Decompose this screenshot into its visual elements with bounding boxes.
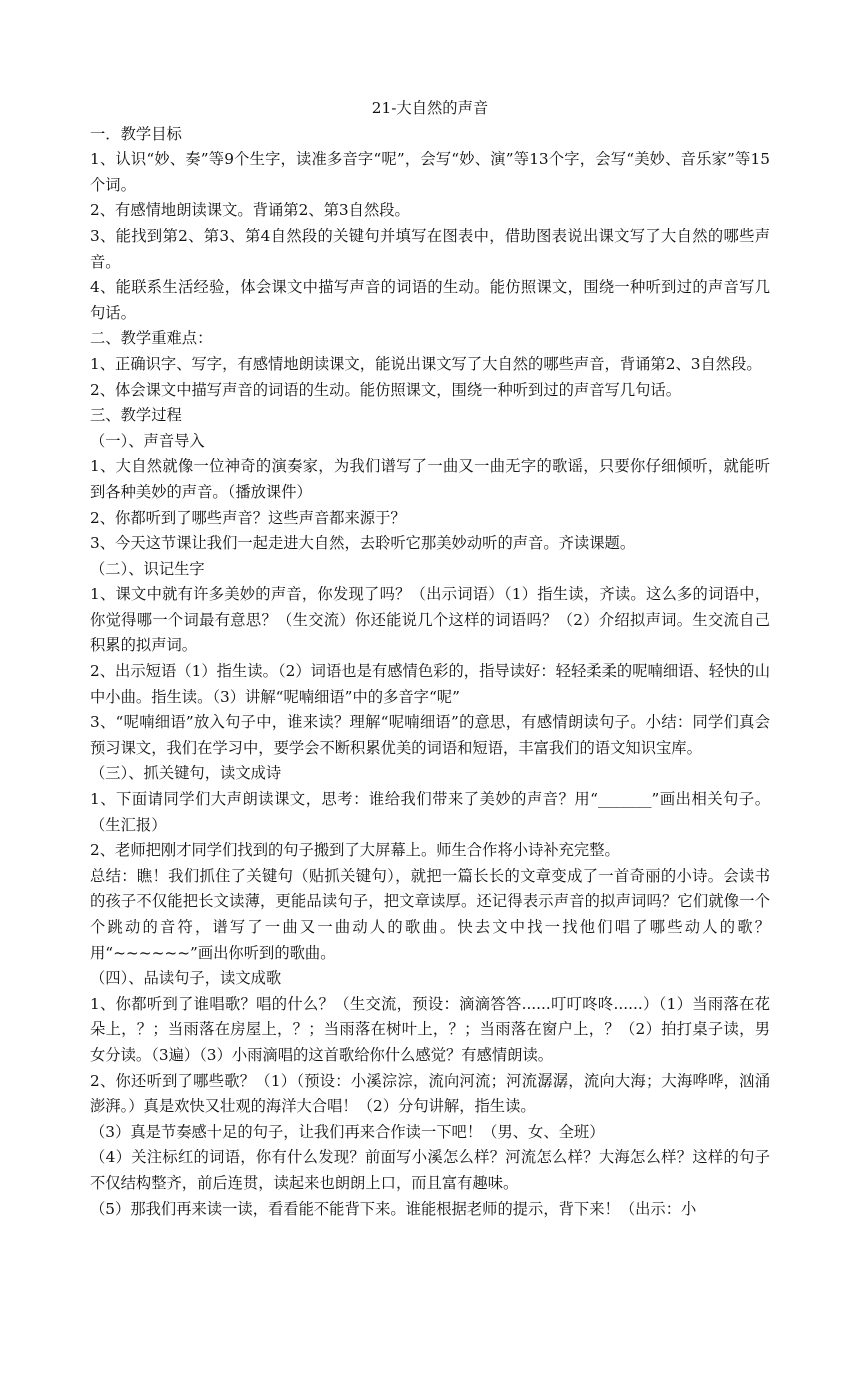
paragraph: 2、老师把刚才同学们找到的句子搬到了大屏幕上。师生合作将小诗补充完整。 xyxy=(90,841,620,860)
paragraph: 1、你都听到了谁唱歌？唱的什么？（生交流，预设：滴滴答答......叮叮咚咚......）（1）当雨落在花朵上，？；当雨落在房屋上，？；当雨落在树叶上，？；当雨落在窗户上，？（2）拍打桌子读，男女分读。（3遍）（3）小雨滴唱的这首歌给你什么感觉？有感情朗读。 xyxy=(90,994,770,1064)
paragraph: （4）关注标红的词语，你有什么发现？前面写小溪怎么样？河流怎么样？大海怎么样？这样的句子不仅结构整齐，前后连贯，读起来也朗朗上口，而且富有趣味。 xyxy=(90,1148,770,1192)
document-page xyxy=(90,96,770,1222)
paragraph: 1、大自然就像一位神奇的演奏家，为我们谱写了一曲又一曲无字的歌谣，只要你仔细倾听，就能听到各种美妙的声音。（播放课件） xyxy=(90,457,770,501)
paragraph: 2、你都听到了哪些声音？这些声音都来源于？ xyxy=(90,508,406,527)
paragraph: 4、能联系生活经验，体会课文中描写声音的词语的生动。能仿照课文，围绕一种听到过的声音写几句话。 xyxy=(90,278,770,322)
paragraph: （5）那我们再来读一读，看看能不能背下来。谁能根据老师的提示，背下来！（出示：小 xyxy=(90,1199,697,1218)
paragraph: 1、认识“妙、奏”等9个生字，读准多音字“呢”，会写“妙、演”等13个字，会写“美妙、音乐家”等15个词。 xyxy=(90,150,770,194)
paragraph: 2、你还听到了哪些歌？（1）（预设：小溪淙淙，流向河流；河流潺潺，流向大海；大海哗哗，汹涌澎湃。）真是欢快又壮观的海洋大合唱！（2）分句讲解，指生读。 xyxy=(90,1071,770,1116)
document-title: 21-大自然的声音 xyxy=(371,99,489,117)
paragraph: （二）、识记生字 xyxy=(90,559,205,578)
paragraph: 三、教学过程 xyxy=(90,406,182,425)
paragraph: 1、正确识字、写字，有感情地朗读课文，能说出课文写了大自然的哪些声音，背诵第2、3自然段。 xyxy=(90,354,762,373)
document-body xyxy=(90,122,770,1223)
paragraph: （三）、抓关键句，读文成诗 xyxy=(90,764,282,783)
paragraph: 2、体会课文中描写声音的词语的生动。能仿照课文，围绕一种听到过的声音写几句话。 xyxy=(90,380,682,399)
paragraph: 3、“呢喃细语”放入句子中，谁来读？理解“呢喃细语”的意思，有感情朗读句子。小结：同学们真会预习课文，我们在学习中，要学会不断积累优美的词语和短语，丰富我们的语文知识宝库。 xyxy=(90,713,770,757)
paragraph: 1、课文中就有许多美妙的声音，你发现了吗？（出示词语）（1）指生读，齐读。这么多的词语中，你觉得哪一个词最有意思？（生交流）你还能说几个这样的词语吗？（2）介绍拟声词。生交流自己积累的拟声词。 xyxy=(90,585,770,655)
paragraph: 一．教学目标 xyxy=(90,124,182,143)
paragraph: 二、教学重难点： xyxy=(90,329,213,348)
paragraph: 总结：瞧！我们抓住了关键句（贴抓关键句），就把一篇长长的文章变成了一首奇丽的小诗。会读书的孩子不仅能把长文读薄，更能品读句子，把文章读厚。还记得表示声音的拟声词吗？它们就像一个个跳动的音符，谱写了一曲又一曲动人的歌曲。快去文中找一找他们唱了哪些动人的歌？用“~~~~~~”画出你听到的歌曲。 xyxy=(90,866,770,962)
paragraph: 2、有感情地朗读课文。背诵第2、第3自然段。 xyxy=(90,201,410,220)
paragraph: 3、能找到第2、第3、第4自然段的关键句并填写在图表中，借助图表说出课文写了大自然的哪些声音。 xyxy=(90,226,770,271)
paragraph: 3、今天这节课让我们一起走进大自然，去聆听它那美妙动听的声音。齐读课题。 xyxy=(90,534,636,553)
paragraph: （四）、品读句子，读文成歌 xyxy=(90,969,282,988)
paragraph: （3）真是节奏感十足的句子，让我们再来合作读一下吧！（男、女、全班） xyxy=(90,1122,605,1141)
paragraph: 1、下面请同学们大声朗读课文，思考：谁给我们带来了美妙的声音？用“_______”画出相关句子。（生汇报） xyxy=(90,790,770,834)
paragraph: （一）、声音导入 xyxy=(90,431,205,450)
paragraph: 2、出示短语（1）指生读。（2）词语也是有感情色彩的，指导读好：轻轻柔柔的呢喃细语、轻快的山中小曲。指生读。（3）讲解“呢喃细语”中的多音字“呢” xyxy=(90,662,770,706)
